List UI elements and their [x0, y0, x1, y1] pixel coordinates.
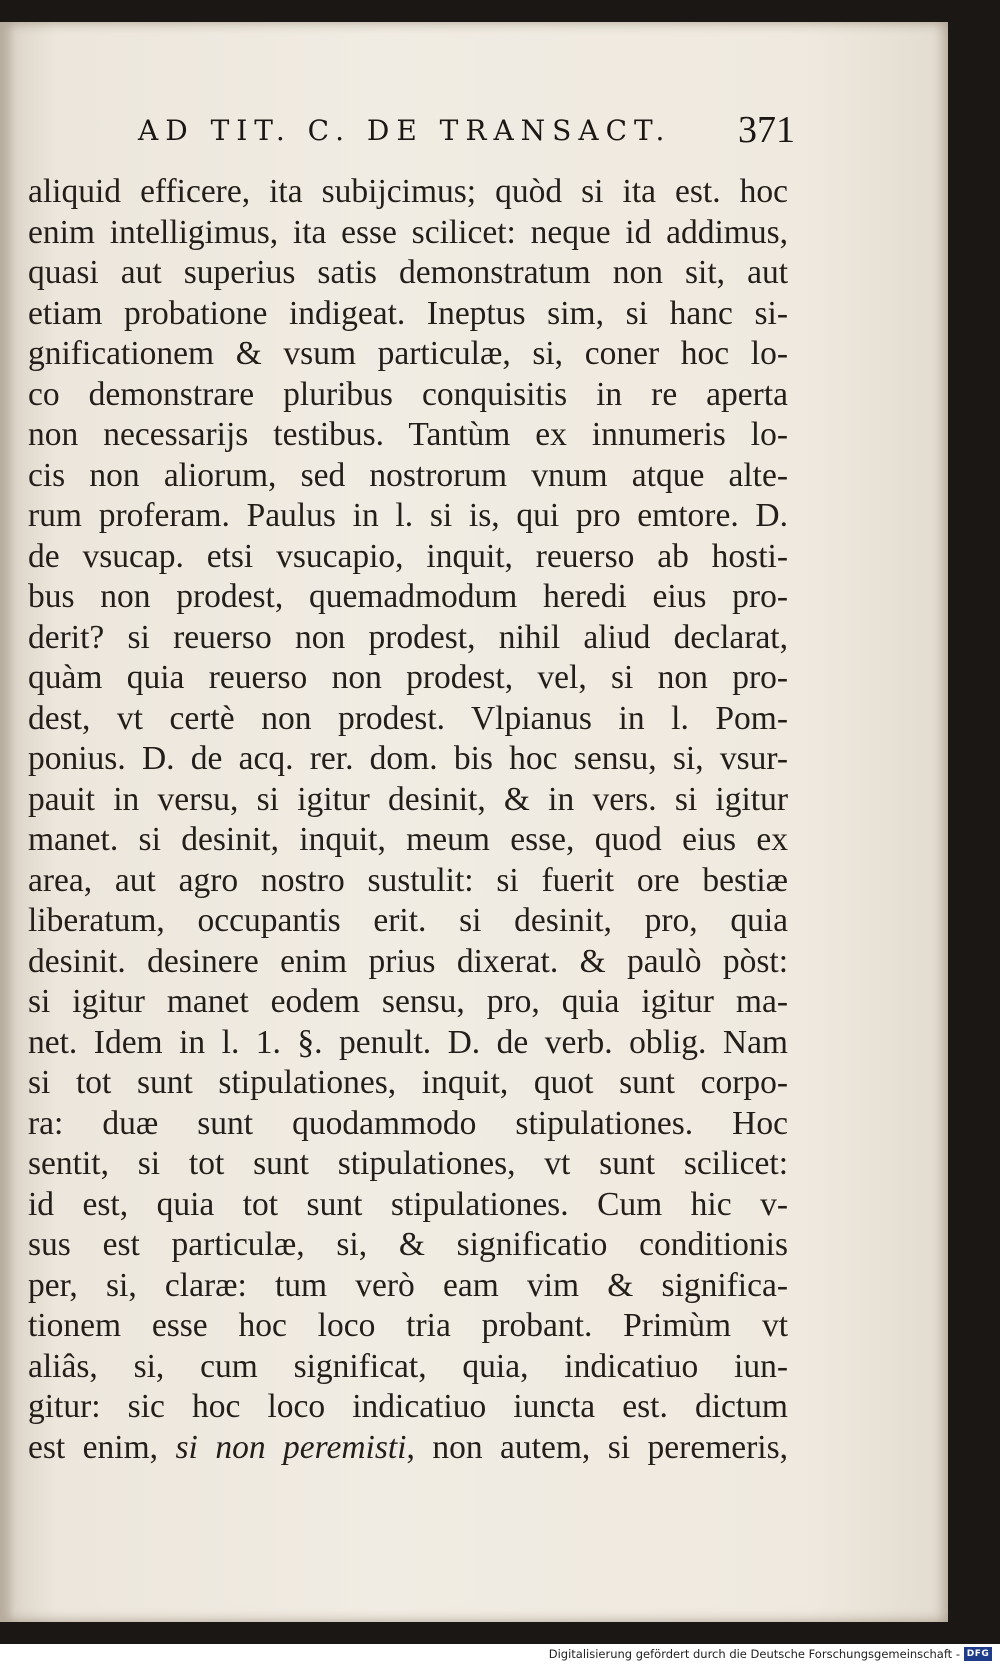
text-line: de vsucap. etsi vsucapio, inquit, reuerso ab hosti-: [28, 537, 788, 575]
body-text: [28, 172, 788, 1468]
text-line: si tot sunt stipulationes, inquit, quot sunt corpo-: [28, 1064, 788, 1101]
footer-credit: Digitalisierung gefördert durch die Deutsche Forschungsgemeinschaft -: [548, 1647, 960, 1661]
text-line: net. Idem in l. 1. §. penult. D. de verb. oblig. Nam: [28, 1023, 788, 1061]
text-line: derit? si reuerso non prodest, nihil aliud declarat,: [28, 618, 788, 656]
book-page: [0, 22, 948, 1622]
text-line: quàm quia reuerso non prodest, vel, si non pro-: [28, 659, 788, 696]
text-line: id est, quia tot sunt stipulationes. Cum hic v-: [28, 1185, 788, 1223]
running-head-title: AD TIT. C. DE TRANSACT.: [138, 114, 672, 147]
text-line: liberatum, occupantis erit. si desinit, pro, quia: [28, 902, 788, 939]
text-line-last: [28, 1428, 788, 1469]
text-line: gitur: sic hoc loco indicatiuo iuncta est. dictum: [28, 1388, 788, 1425]
footer-bar: [0, 1644, 1000, 1666]
text-fragment: est enim,: [28, 1428, 176, 1466]
text-line: cis non aliorum, sed nostrorum vnum atque alte-: [28, 456, 788, 494]
text-line: sentit, si tot sunt stipulationes, vt sunt scilicet:: [28, 1145, 788, 1182]
text-line: dest, vt certè non prodest. Vlpianus in l. Pom-: [28, 699, 788, 737]
text-line: aliâs, si, cum significat, quia, indicatiuo iun-: [28, 1347, 788, 1385]
text-line: non necessarijs testibus. Tantùm ex innumeris lo-: [28, 416, 788, 453]
italic-quotation: si non peremisti: [175, 1428, 407, 1466]
text-line: quasi aut superius satis demonstratum non sit, aut: [28, 254, 788, 291]
dfg-logo-icon: DFG: [964, 1647, 992, 1661]
text-line: area, aut agro nostro sustulit: si fuerit ore bestiæ: [28, 861, 788, 899]
text-line: enim intelligimus, ita esse scilicet: neque id addimus,: [28, 213, 788, 251]
text-line: co demonstrare pluribus conquisitis in re aperta: [28, 375, 788, 413]
text-line: pauit in versu, si igitur desinit, & in vers. si igitur: [28, 780, 788, 818]
text-line: manet. si desinit, inquit, meum esse, quod eius ex: [28, 821, 788, 858]
running-head: [0, 109, 948, 164]
text-line: gnificationem & vsum particulæ, si, coner hoc lo-: [28, 335, 788, 372]
text-line: rum proferam. Paulus in l. si is, qui pro emtore. D.: [28, 497, 788, 534]
text-line: etiam probatione indigeat. Ineptus sim, si hanc si-: [28, 294, 788, 332]
text-line: bus non prodest, quemadmodum heredi eius pro-: [28, 578, 788, 615]
text-line: per, si, claræ: tum verò eam vim & significa-: [28, 1266, 788, 1304]
text-line: si igitur manet eodem sensu, pro, quia igitur ma-: [28, 983, 788, 1020]
text-line: tionem esse hoc loco tria probant. Primùm vt: [28, 1307, 788, 1344]
text-line: ponius. D. de acq. rer. dom. bis hoc sensu, si, vsur-: [28, 740, 788, 777]
text-line: ra: duæ sunt quodammodo stipulationes. Hoc: [28, 1104, 788, 1142]
page-number: 371: [738, 109, 795, 151]
text-fragment: , non autem, si peremeris,: [406, 1428, 788, 1466]
text-line: aliquid efficere, ita subijcimus; quòd si ita est. hoc: [28, 173, 788, 210]
page-gutter-shadow: [0, 22, 14, 1622]
text-line: desinit. desinere enim prius dixerat. & paulò pòst:: [28, 942, 788, 980]
text-line: sus est particulæ, si, & significatio conditionis: [28, 1226, 788, 1263]
